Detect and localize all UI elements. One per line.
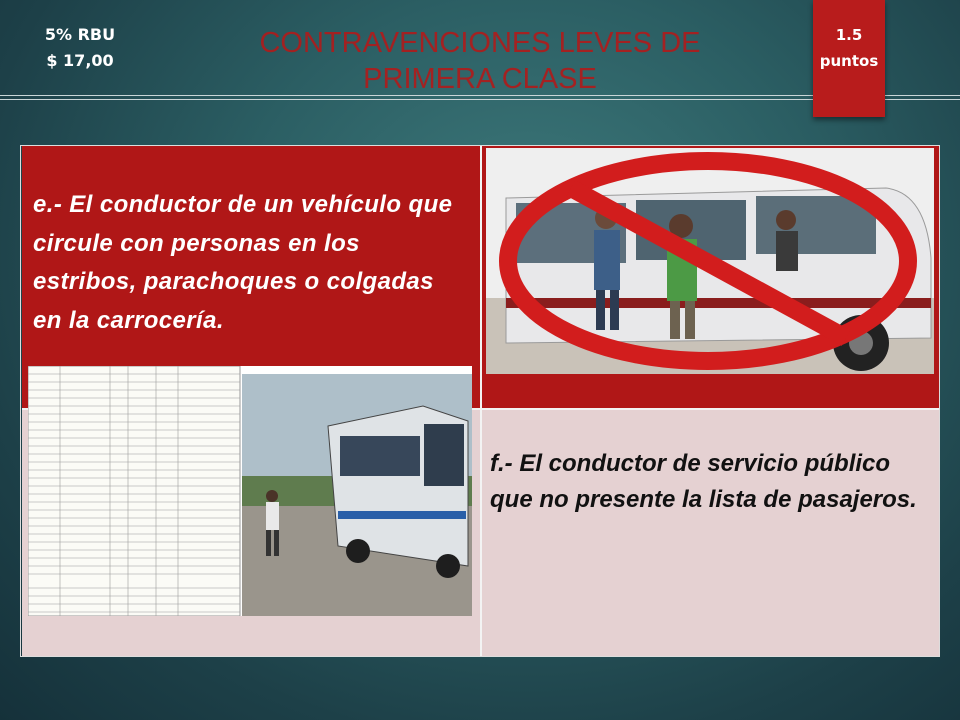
points-badge xyxy=(813,0,885,117)
points-label: puntos xyxy=(819,52,879,70)
bus-passenger-list-photo xyxy=(28,366,472,616)
bus xyxy=(328,406,468,578)
item-f-text: f.- El conductor de servicio público que no presente la lista de pasajeros. xyxy=(490,450,917,513)
points-value: 1.5 xyxy=(835,26,863,44)
item-e-text: e.- El conductor de un vehículo que circule con personas en los estribos, parachoques o colgadas en la carrocería. xyxy=(33,191,453,334)
column-divider xyxy=(480,146,482,656)
rbu-percent: 5% RBU xyxy=(44,25,116,44)
prohibited-riders-photo xyxy=(486,148,934,374)
slide-title: CONTRAVENCIONES LEVES DE PRIMERA CLASE xyxy=(259,27,701,95)
fine-amount xyxy=(38,22,122,74)
rbu-amount: $ 17,00 xyxy=(46,51,114,70)
passenger-list-document xyxy=(28,366,240,616)
